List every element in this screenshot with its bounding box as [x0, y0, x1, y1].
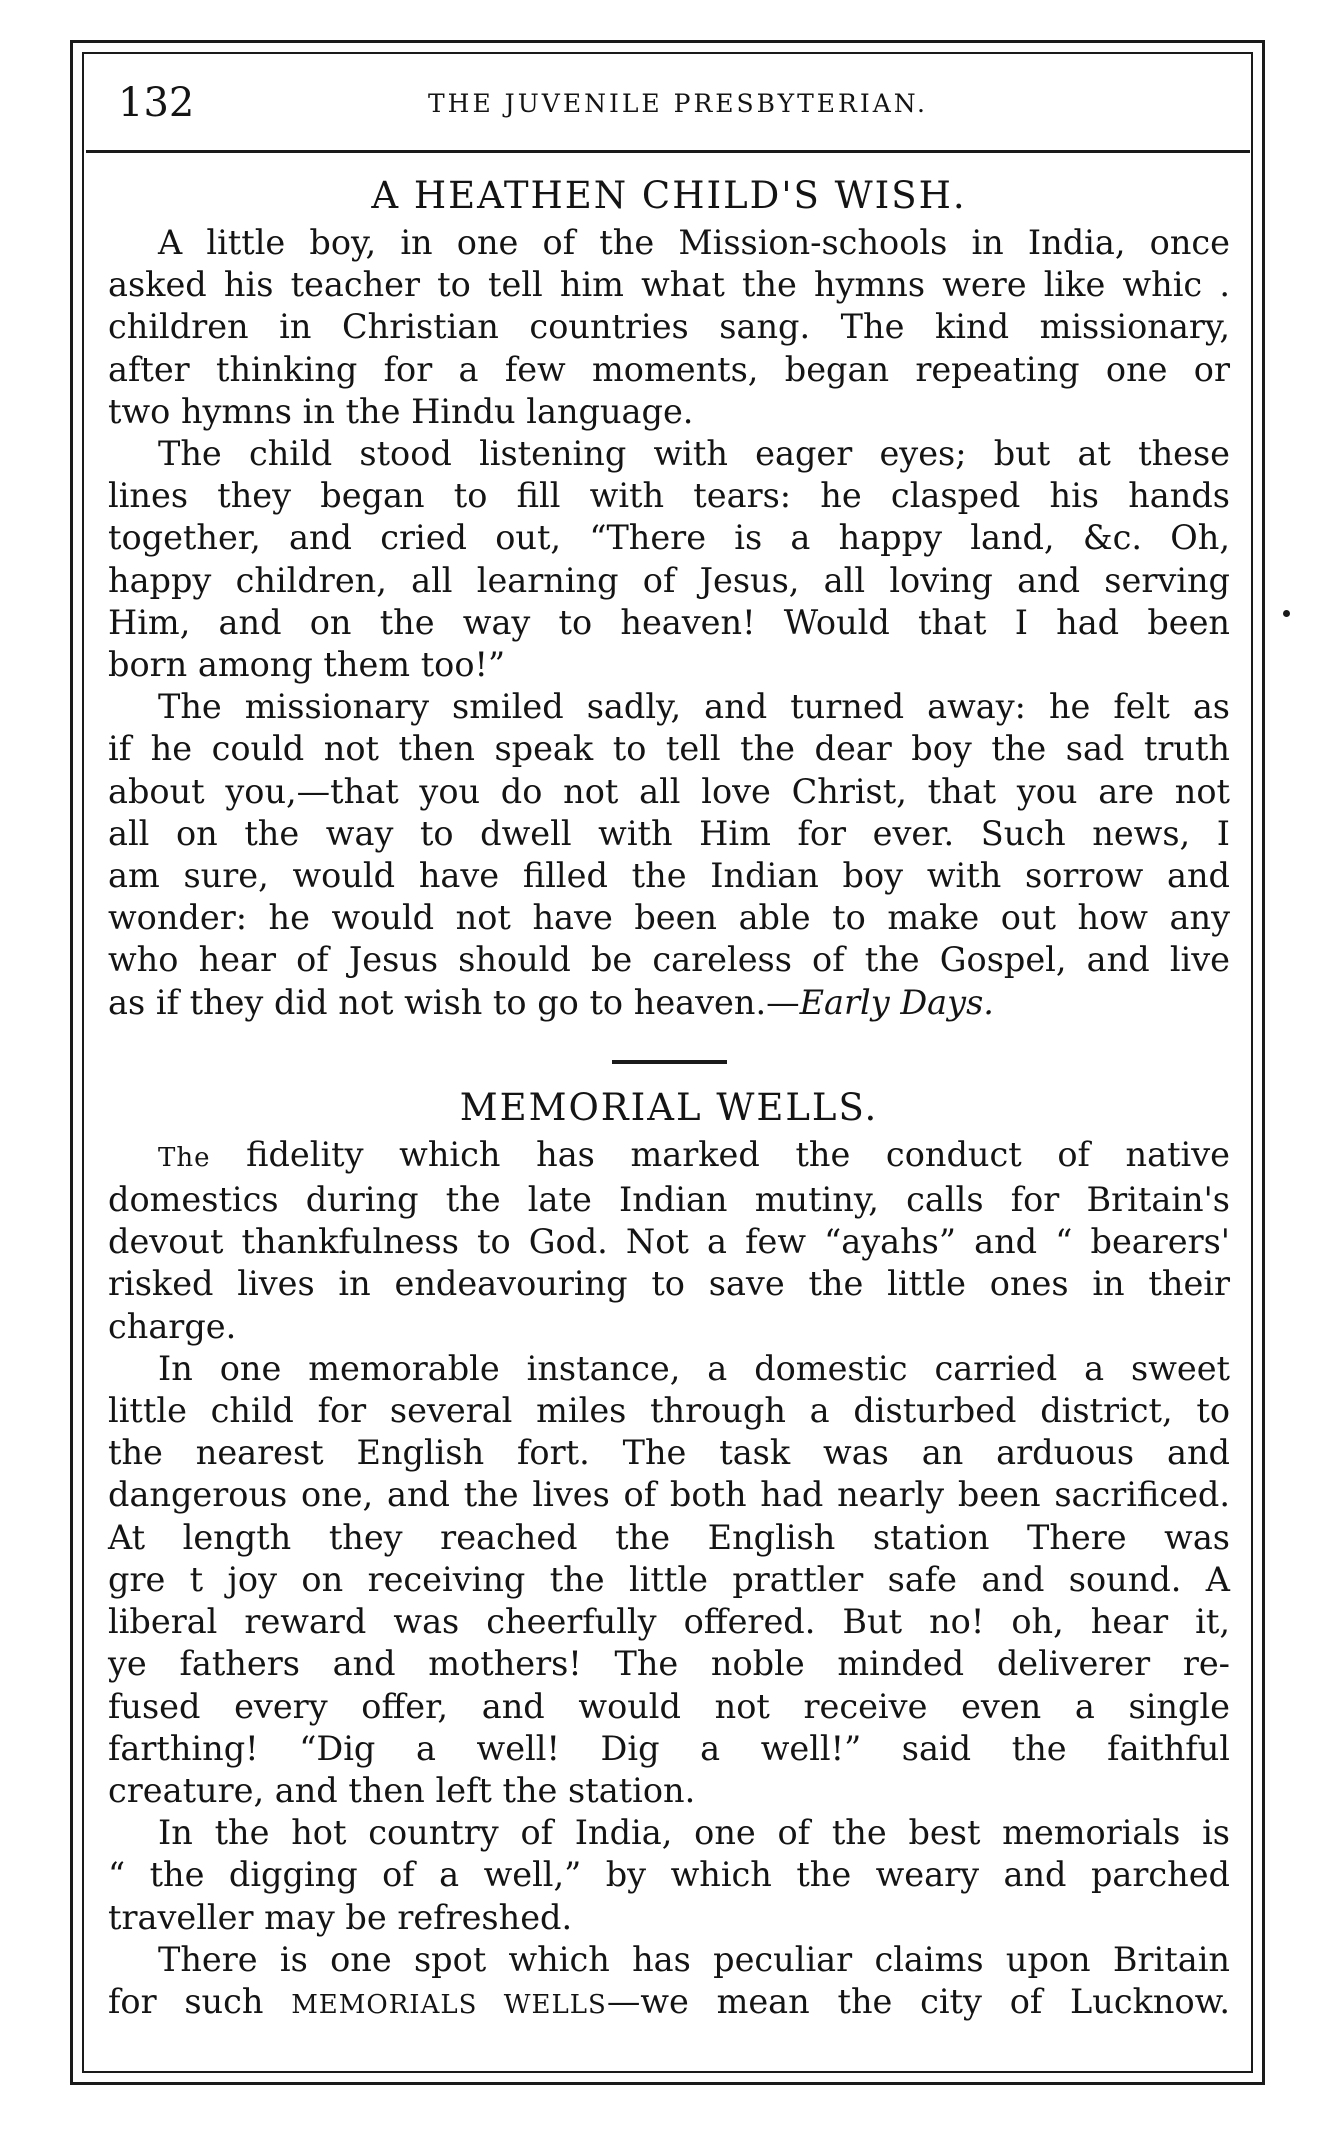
text-line: At length they reached the English station There was	[108, 1517, 1230, 1557]
text-line: In one memorable instance, a domestic carried a sweet	[158, 1348, 1230, 1388]
text-column	[108, 170, 1230, 2026]
smallcaps-phrase: MEMORIALS WELLS	[291, 1989, 607, 2020]
text-line: born among them too!”	[108, 645, 506, 685]
text-line-first	[108, 1134, 1230, 1179]
text-segment: —we mean the city of Lucknow.	[606, 1981, 1230, 2021]
article-memorial-wells	[108, 1082, 1230, 2026]
text-line: the nearest English fort. The task was an arduous and	[108, 1433, 1230, 1473]
text-line: liberal reward was cheerfully offered. But no! oh, hear it,	[108, 1602, 1230, 1642]
text-line: children in Christian countries sang. The kind missionary,	[108, 307, 1230, 347]
text-line: am sure, would have filled the Indian boy with sorrow and	[108, 856, 1230, 896]
text-line: after thinking for a few moments, began repeating one or	[108, 349, 1230, 389]
section-divider	[612, 1060, 727, 1064]
page-header	[118, 78, 1238, 128]
text-line-final	[108, 982, 1230, 1024]
article-heathen-childs-wish	[108, 170, 1230, 1024]
text-line: creature, and then left the station.	[108, 1770, 696, 1810]
text-line: charge.	[108, 1306, 237, 1346]
text-line: ye fathers and mothers! The noble minded deliverer re-	[108, 1644, 1230, 1684]
article-body	[108, 222, 1230, 1024]
text-line: happy children, all learning of Jesus, all loving and serving	[108, 560, 1230, 600]
text-line: “ the digging of a well,” by which the weary and parched	[108, 1855, 1230, 1895]
text-line: risked lives in endeavouring to save the little ones in their	[108, 1264, 1230, 1304]
text-line: all on the way to dwell with Him for ever. Such news, I	[108, 813, 1230, 853]
margin-mark	[1283, 610, 1290, 617]
text-line: together, and cried out, “There is a happy land, &c. Oh,	[108, 518, 1230, 558]
text-line: There is one spot which has peculiar claims upon Britain	[158, 1939, 1230, 1979]
text-line: In the hot country of India, one of the best memorials is	[158, 1813, 1230, 1853]
running-title: THE JUVENILE PRESBYTERIAN.	[428, 89, 928, 118]
source-attribution: Early Days.	[799, 982, 994, 1022]
text-line: lines they began to fill with tears: he clasped his hands	[108, 476, 1230, 516]
text-line: The missionary smiled sadly, and turned away: he felt as	[158, 687, 1230, 727]
text-line: about you,—that you do not all love Christ, that you are not	[108, 771, 1230, 811]
text-line: domestics during the late Indian mutiny, calls for Britain's	[108, 1180, 1230, 1220]
text-line-final	[108, 1981, 1230, 2026]
text-line: dangerous one, and the lives of both had nearly been sacrificed.	[108, 1475, 1230, 1515]
text-line: if he could not then speak to tell the dear boy the sad truth	[108, 729, 1230, 769]
text-line: gre t joy on receiving the little prattler safe and sound. A	[108, 1559, 1230, 1599]
text-line: fused every offer, and would not receive even a single	[108, 1686, 1230, 1726]
text-segment: as if they did not wish to go to heaven.—	[108, 982, 800, 1022]
text-line: who hear of Jesus should be careless of the Gospel, and live	[108, 940, 1230, 980]
article-title: MEMORIAL WELLS.	[459, 1085, 879, 1129]
header-rule	[86, 150, 1250, 153]
text-segment: for such	[108, 1981, 264, 2021]
text-line: little child for several miles through a disturbed district, to	[108, 1391, 1230, 1431]
text-line: Him, and on the way to heaven! Would that I had been	[108, 602, 1230, 642]
text-segment: fidelity which has marked the conduct of native	[246, 1134, 1230, 1174]
page-number: 132	[118, 80, 195, 126]
text-line: two hymns in the Hindu language.	[108, 391, 694, 431]
article-body	[108, 1134, 1230, 2026]
text-line: The child stood listening with eager eyes; but at these	[158, 434, 1230, 474]
lead-word: The	[158, 1142, 211, 1173]
text-line: farthing! “Dig a well! Dig a well!” said the faithful	[108, 1728, 1230, 1768]
text-line: A little boy, in one of the Mission-schools in India, once	[158, 223, 1230, 262]
article-title: A HEATHEN CHILD'S WISH.	[371, 174, 967, 217]
text-line: wonder: he would not have been able to make out how any	[108, 898, 1230, 938]
text-line: traveller may be refreshed.	[108, 1897, 573, 1937]
text-line: devout thankfulness to God. Not a few “ayahs” and “ bearers'	[108, 1222, 1230, 1262]
text-line: asked his teacher to tell him what the hymns were like whic .	[108, 265, 1230, 305]
